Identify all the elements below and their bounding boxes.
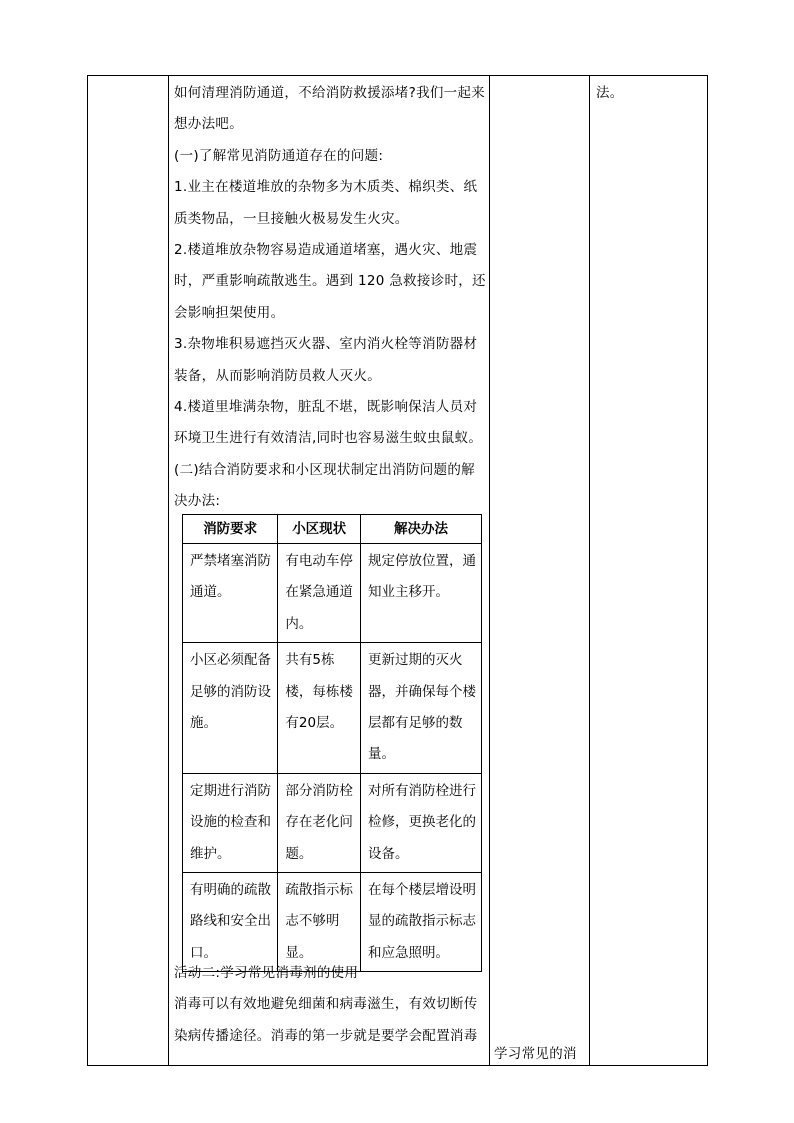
column-divider: [589, 75, 590, 1066]
intro-paragraph: 如何清理消防通道，不给消防救援添堵?我们一起来想办法吧。: [174, 85, 486, 133]
design-intent-text: 学习常见的消: [494, 1046, 577, 1062]
table-cell: 小区必须配备足够的消防设施。: [183, 643, 278, 774]
table-cell: 疏散指示标志不够明显。: [278, 873, 361, 972]
fire-safety-table: [182, 514, 482, 972]
table-cell: 有明确的疏散路线和安全出口。: [183, 873, 278, 972]
problem-item: 4.楼道里堆满杂物，脏乱不堪，既影响保洁人员对环境卫生进行有效清洁,同时也容易滋生蚊虫鼠蚁。: [174, 399, 483, 447]
table-header-row: [183, 515, 482, 544]
activity-paragraph: 消毒可以有效地避免细菌和病毒滋生，有效切断传染病传播途径。消毒的第一步就是要学会配置消毒: [174, 996, 478, 1044]
design-intent-column: [494, 1042, 589, 1066]
table-cell: 共有5栋楼，每栋楼有20层。: [278, 643, 361, 774]
problem-item: 3.杂物堆积易遮挡灭火器、室内消火栓等消防器材装备，从而影响消防员救人灭火。: [174, 336, 478, 384]
notes-column: [596, 78, 701, 109]
table-cell: 在每个楼层增设明显的疏散指示标志和应急照明。: [360, 873, 481, 972]
table-cell: 有电动车停在紧急通道内。: [278, 544, 361, 643]
activity-two-block: [174, 958, 486, 1052]
notes-text: 法。: [596, 85, 624, 101]
section-heading-solutions: (二)结合消防要求和小区现状制定出消防问题的解决办法:: [174, 461, 475, 510]
table-cell: 对所有消防栓进行检修，更换老化的设备。: [360, 773, 481, 872]
problem-item: 1.业主在楼道堆放的杂物多为木质类、棉织类、纸质类物品，一旦接触火极易发生火灾。: [174, 179, 478, 227]
table-row: [183, 544, 482, 643]
problem-item: 2.楼道堆放杂物容易造成通道堵塞，遇火灾、地震时，严重影响疏散逃生。遇到 120 急救接诊时，还会影响担架使用。: [174, 242, 486, 321]
table-cell: 严禁堵塞消防通道。: [183, 544, 278, 643]
table-cell: 定期进行消防设施的检查和维护。: [183, 773, 278, 872]
table-row: [183, 773, 482, 872]
activity-heading: 活动二:学习常见消毒剂的使用: [174, 965, 359, 981]
table-header: 消防要求: [183, 515, 278, 544]
activity-content-column: [174, 78, 486, 518]
table-row: [183, 873, 482, 972]
section-heading-problems: (一)了解常见消防通道存在的问题:: [174, 147, 384, 164]
table-row: [183, 643, 482, 774]
table-header: 小区现状: [278, 515, 361, 544]
table-cell: 更新过期的灭火器，并确保每个楼层都有足够的数量。: [360, 643, 481, 774]
table-cell: 部分消防栓存在老化问题。: [278, 773, 361, 872]
column-divider: [489, 75, 490, 1066]
column-divider: [168, 75, 169, 1066]
table-header: 解决办法: [360, 515, 481, 544]
table-cell: 规定停放位置，通知业主移开。: [360, 544, 481, 643]
